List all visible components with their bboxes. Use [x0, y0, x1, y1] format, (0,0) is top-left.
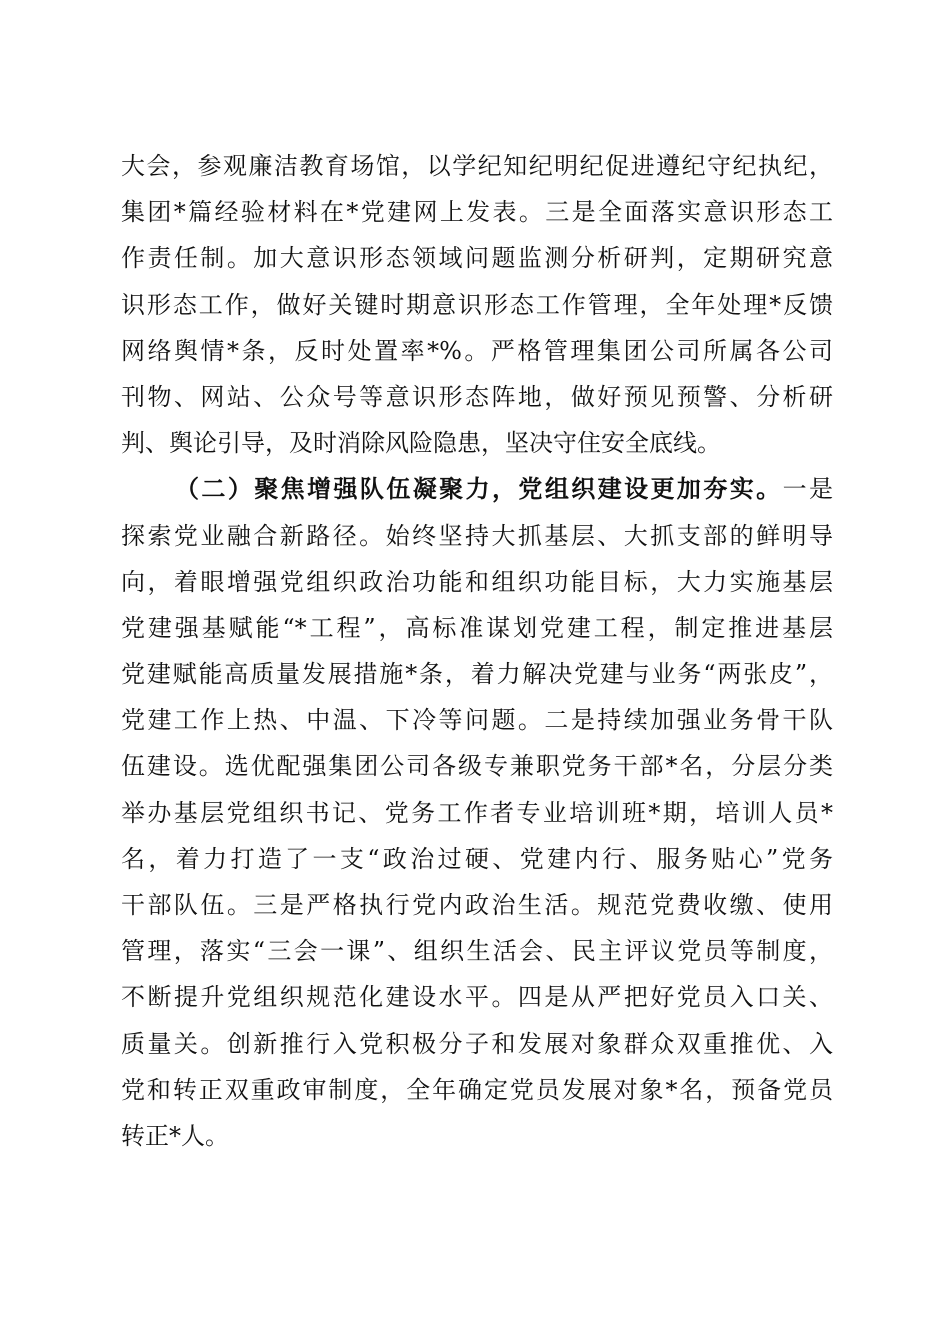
text-line: 判、舆论引导，及时消除风险隐患，坚决守住安全底线。 — [121, 429, 721, 458]
text-line: 大会，参观廉洁教育场馆，以学纪知纪明纪促进遵纪守纪执纪， — [121, 152, 833, 180]
text-line: 质量关。创新推行入党积极分子和发展对象群众双重推优、入 — [121, 1029, 833, 1058]
text-line: 作责任制。加大意识形态领域问题监测分析研判，定期研究意 — [121, 244, 833, 273]
section-heading: （二）聚焦增强队伍凝聚力，党组织建设更加夯实。 — [175, 475, 783, 504]
text-line: 刊物、网站、公众号等意识形态阵地，做好预见预警、分析研 — [121, 382, 833, 411]
paragraph-party-organization — [121, 466, 833, 1159]
text-line: 干部队伍。三是严格执行党内政治生活。规范党费收缴、使用 — [121, 891, 833, 919]
paragraph-first-line — [121, 466, 833, 512]
text-line: 名，着力打造了一支“政治过硬、党建内行、服务贴心”党务 — [121, 844, 833, 873]
text-line: 集团*篇经验材料在*党建网上发表。三是全面落实意识形态工 — [121, 198, 833, 227]
text-line: 党建工作上热、中温、下冷等问题。二是持续加强业务骨干队 — [121, 706, 833, 735]
text-line: 向，着眼增强党组织政治功能和组织功能目标，大力实施基层 — [121, 567, 833, 596]
text-fragment: 一是 — [782, 475, 834, 504]
paragraph-ideology — [121, 143, 833, 466]
text-line: 转正*人。 — [121, 1121, 229, 1150]
text-line: 党和转正双重政审制度，全年确定党员发展对象*名，预备党员 — [121, 1075, 833, 1104]
text-line: 党建强基赋能“*工程”，高标准谋划党建工程，制定推进基层 — [121, 613, 833, 642]
text-line: 管理，落实“三会一课”、组织生活会、民主评议党员等制度， — [121, 937, 833, 966]
text-line: 不断提升党组织规范化建设水平。四是从严把好党员入口关、 — [121, 983, 833, 1012]
text-line: 伍建设。选优配强集团公司各级专兼职党务干部*名，分层分类 — [121, 752, 833, 781]
text-line: 举办基层党组织书记、党务工作者专业培训班*期，培训人员* — [121, 798, 833, 827]
document-body — [121, 143, 833, 1159]
text-line: 探索党业融合新路径。始终坚持大抓基层、大抓支部的鲜明导 — [121, 521, 833, 550]
text-line: 网络舆情*条，反时处置率*%。严格管理集团公司所属各公司 — [121, 336, 833, 365]
text-line: 党建赋能高质量发展措施*条，着力解决党建与业务“两张皮”， — [121, 660, 833, 689]
text-line: 识形态工作，做好关键时期意识形态工作管理，全年处理*反馈 — [121, 290, 833, 319]
